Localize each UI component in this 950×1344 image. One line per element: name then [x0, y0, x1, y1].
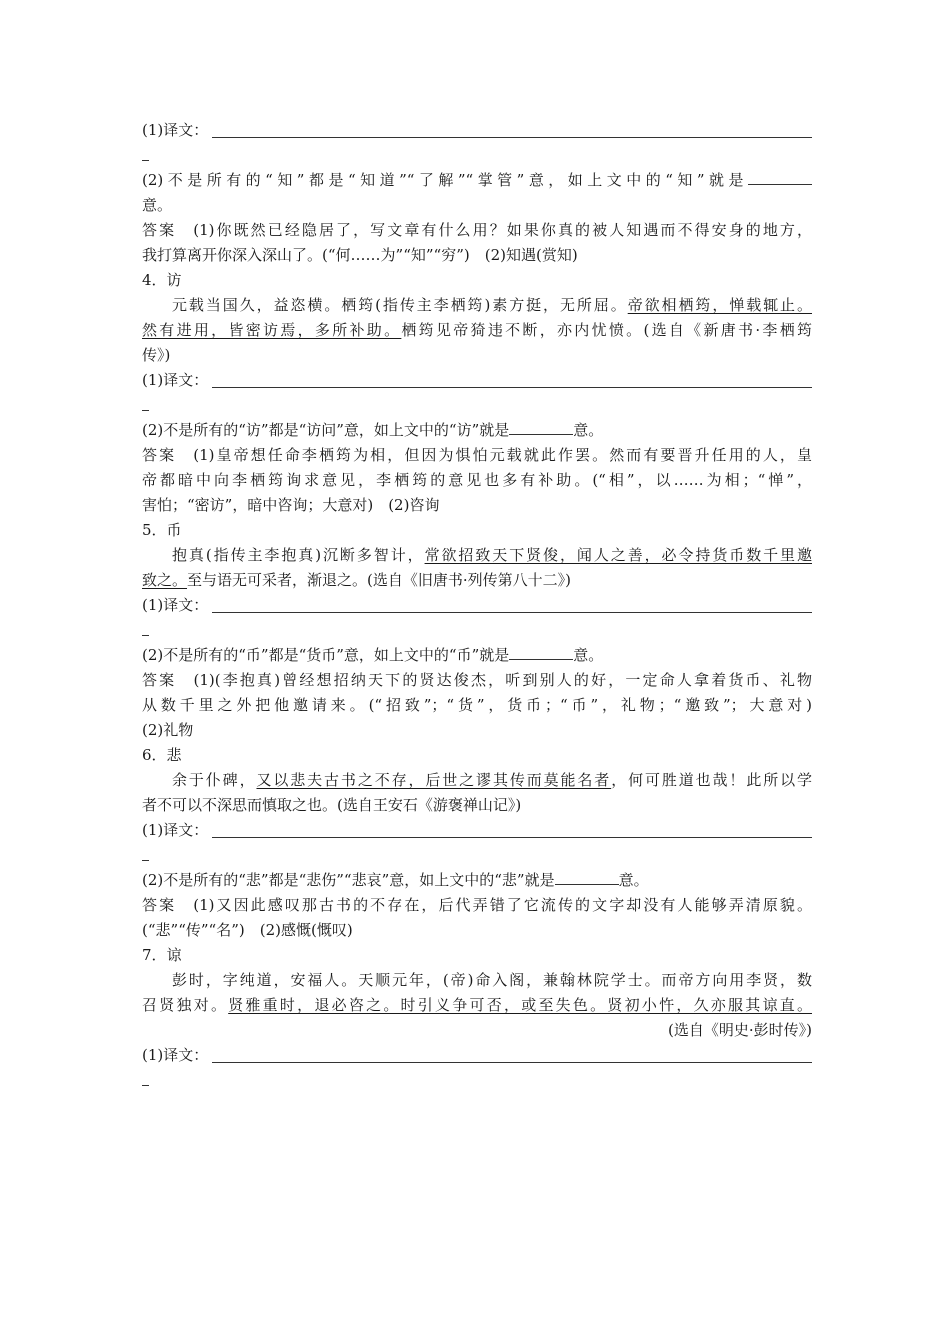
underlined-sentence: 又以悲夫古书之不存，后世之谬其传而莫能名者: [256, 771, 612, 789]
translation-line: [142, 818, 812, 843]
answer-blank[interactable]: [748, 168, 812, 185]
answer-blank[interactable]: [509, 418, 573, 435]
answer-line: 答案 (1)你既然已经隐居了，写文章有什么用？如果你真的被人知遇而不得安身的地方，: [142, 221, 812, 239]
translation-blank[interactable]: [212, 596, 812, 613]
question-2: (2)不是所有的“知”都是“知道”“了解”“掌管”意，如上文中的“知”就是: [142, 168, 812, 193]
underlined-sentence: 常欲招致天下贤俊，闻人之善，必令持货币数千里邀: [424, 546, 812, 564]
question-2: (2)不是所有的“访”都是“访问”意，如上文中的“访”就是 意。: [142, 418, 812, 443]
translation-blank[interactable]: [212, 121, 812, 138]
translation-line: [142, 1043, 812, 1068]
answer-line: 帝都暗中向李栖筠询求意见，李栖筠的意见也多有补助。(“相”，以……为相；“惮”，: [142, 471, 812, 489]
passage-line: 然有进用，皆密访焉，多所补助。栖筠见帝猗违不断，亦内忧愤。(选自《新唐书·李栖筠: [142, 321, 812, 339]
answer-line: 我打算离开你深入深山了。(“何……为”“知”“穷”) (2)知遇(赏知): [142, 246, 578, 264]
passage-line: 抱真(指传主李抱真)沉断多智计，常欲招致天下贤俊，闻人之善，必令持货币数千里邀: [172, 546, 812, 564]
underlined-sentence: 帝欲相栖筠，惮载辄止。: [627, 296, 812, 314]
passage-line: 传》): [142, 346, 171, 364]
question-2: (2)不是所有的“悲”都是“悲伤”“悲哀”意，如上文中的“悲”就是 意。: [142, 868, 812, 893]
answer-line: 答案 (1)又因此感叹那古书的不存在，后代弄错了它流传的文字却没有人能够弄清原貌。: [142, 896, 812, 914]
answer-blank[interactable]: [555, 868, 619, 885]
passage-line: 召贤独对。贤雅重时，退必咨之。时引义争可否，或至失色。贤初小忤，久亦服其谅直。: [142, 996, 812, 1014]
underlined-sentence: 致之。: [142, 571, 188, 589]
question-2-end: 意。: [142, 196, 173, 214]
translation-line: [142, 118, 812, 143]
continuation-dash: [142, 393, 812, 418]
continuation-dash: [142, 1068, 812, 1093]
translation-label: (1)译文：: [142, 371, 209, 389]
underlined-sentence: 然有进用，皆密访焉，多所补助。: [142, 321, 402, 339]
source-citation: (选自《明史·彭时传》): [668, 1021, 812, 1039]
continuation-dash: [142, 618, 812, 643]
answer-line: (“悲”“传”“名”) (2)感慨(慨叹): [142, 921, 353, 939]
passage-line: 元载当国久，益恣横。栖筠(指传主李栖筠)素方挺，无所屈。帝欲相栖筠，惮载辄止。: [172, 296, 812, 314]
passage-line: 余于仆碑，又以悲夫古书之不存，后世之谬其传而莫能名者，何可胜道也哉！此所以学: [172, 771, 812, 789]
answer-line: (2)礼物: [142, 721, 194, 739]
translation-blank[interactable]: [212, 371, 812, 388]
continuation-dash: [142, 143, 812, 168]
translation-label: (1)译文：: [142, 821, 209, 839]
translation-line: [142, 593, 812, 618]
translation-label: (1)译文：: [142, 1046, 209, 1064]
document-page: [142, 118, 812, 1093]
question-2: (2)不是所有的“币”都是“货币”意，如上文中的“币”就是 意。: [142, 643, 812, 668]
underlined-sentence: 贤雅重时，退必咨之。时引义争可否，或至失色。贤初小忤，久亦服其谅直。: [228, 996, 812, 1014]
translation-blank[interactable]: [212, 821, 812, 838]
answer-blank[interactable]: [509, 643, 573, 660]
passage-line: 者不可以不深思而慎取之也。(选自王安石《游褒禅山记》): [142, 796, 522, 814]
item-heading: 7．谅: [142, 946, 182, 964]
answer-line: 答案 (1)皇帝想任命李栖筠为相，但因为惧怕元载就此作罢。然而有要晋升任用的人，皇: [142, 446, 812, 464]
item-heading: 4．访: [142, 271, 182, 289]
passage-line: 致之。至与语无可采者，渐退之。(选自《旧唐书·列传第八十二》): [142, 571, 571, 589]
item-heading: 5．币: [142, 521, 182, 539]
item-heading: 6．悲: [142, 746, 182, 764]
translation-label: (1)译文：: [142, 596, 209, 614]
continuation-dash: [142, 843, 812, 868]
answer-line: 害怕；“密访”，暗中咨询；大意对) (2)咨询: [142, 496, 440, 514]
translation-blank[interactable]: [212, 1046, 812, 1063]
passage-line: 彭时，字纯道，安福人。天顺元年，(帝)命入阁，兼翰林院学士。而帝方向用李贤，数: [172, 971, 812, 989]
answer-line: 从数千里之外把他邀请来。(“招致”；“货”，货币；“币”，礼物；“邀致”；大意对): [142, 696, 812, 714]
translation-line: [142, 368, 812, 393]
answer-line: 答案 (1)(李抱真)曾经想招纳天下的贤达俊杰，听到别人的好，一定命人拿着货币、礼物: [142, 671, 812, 689]
translation-label: (1)译文：: [142, 121, 209, 139]
